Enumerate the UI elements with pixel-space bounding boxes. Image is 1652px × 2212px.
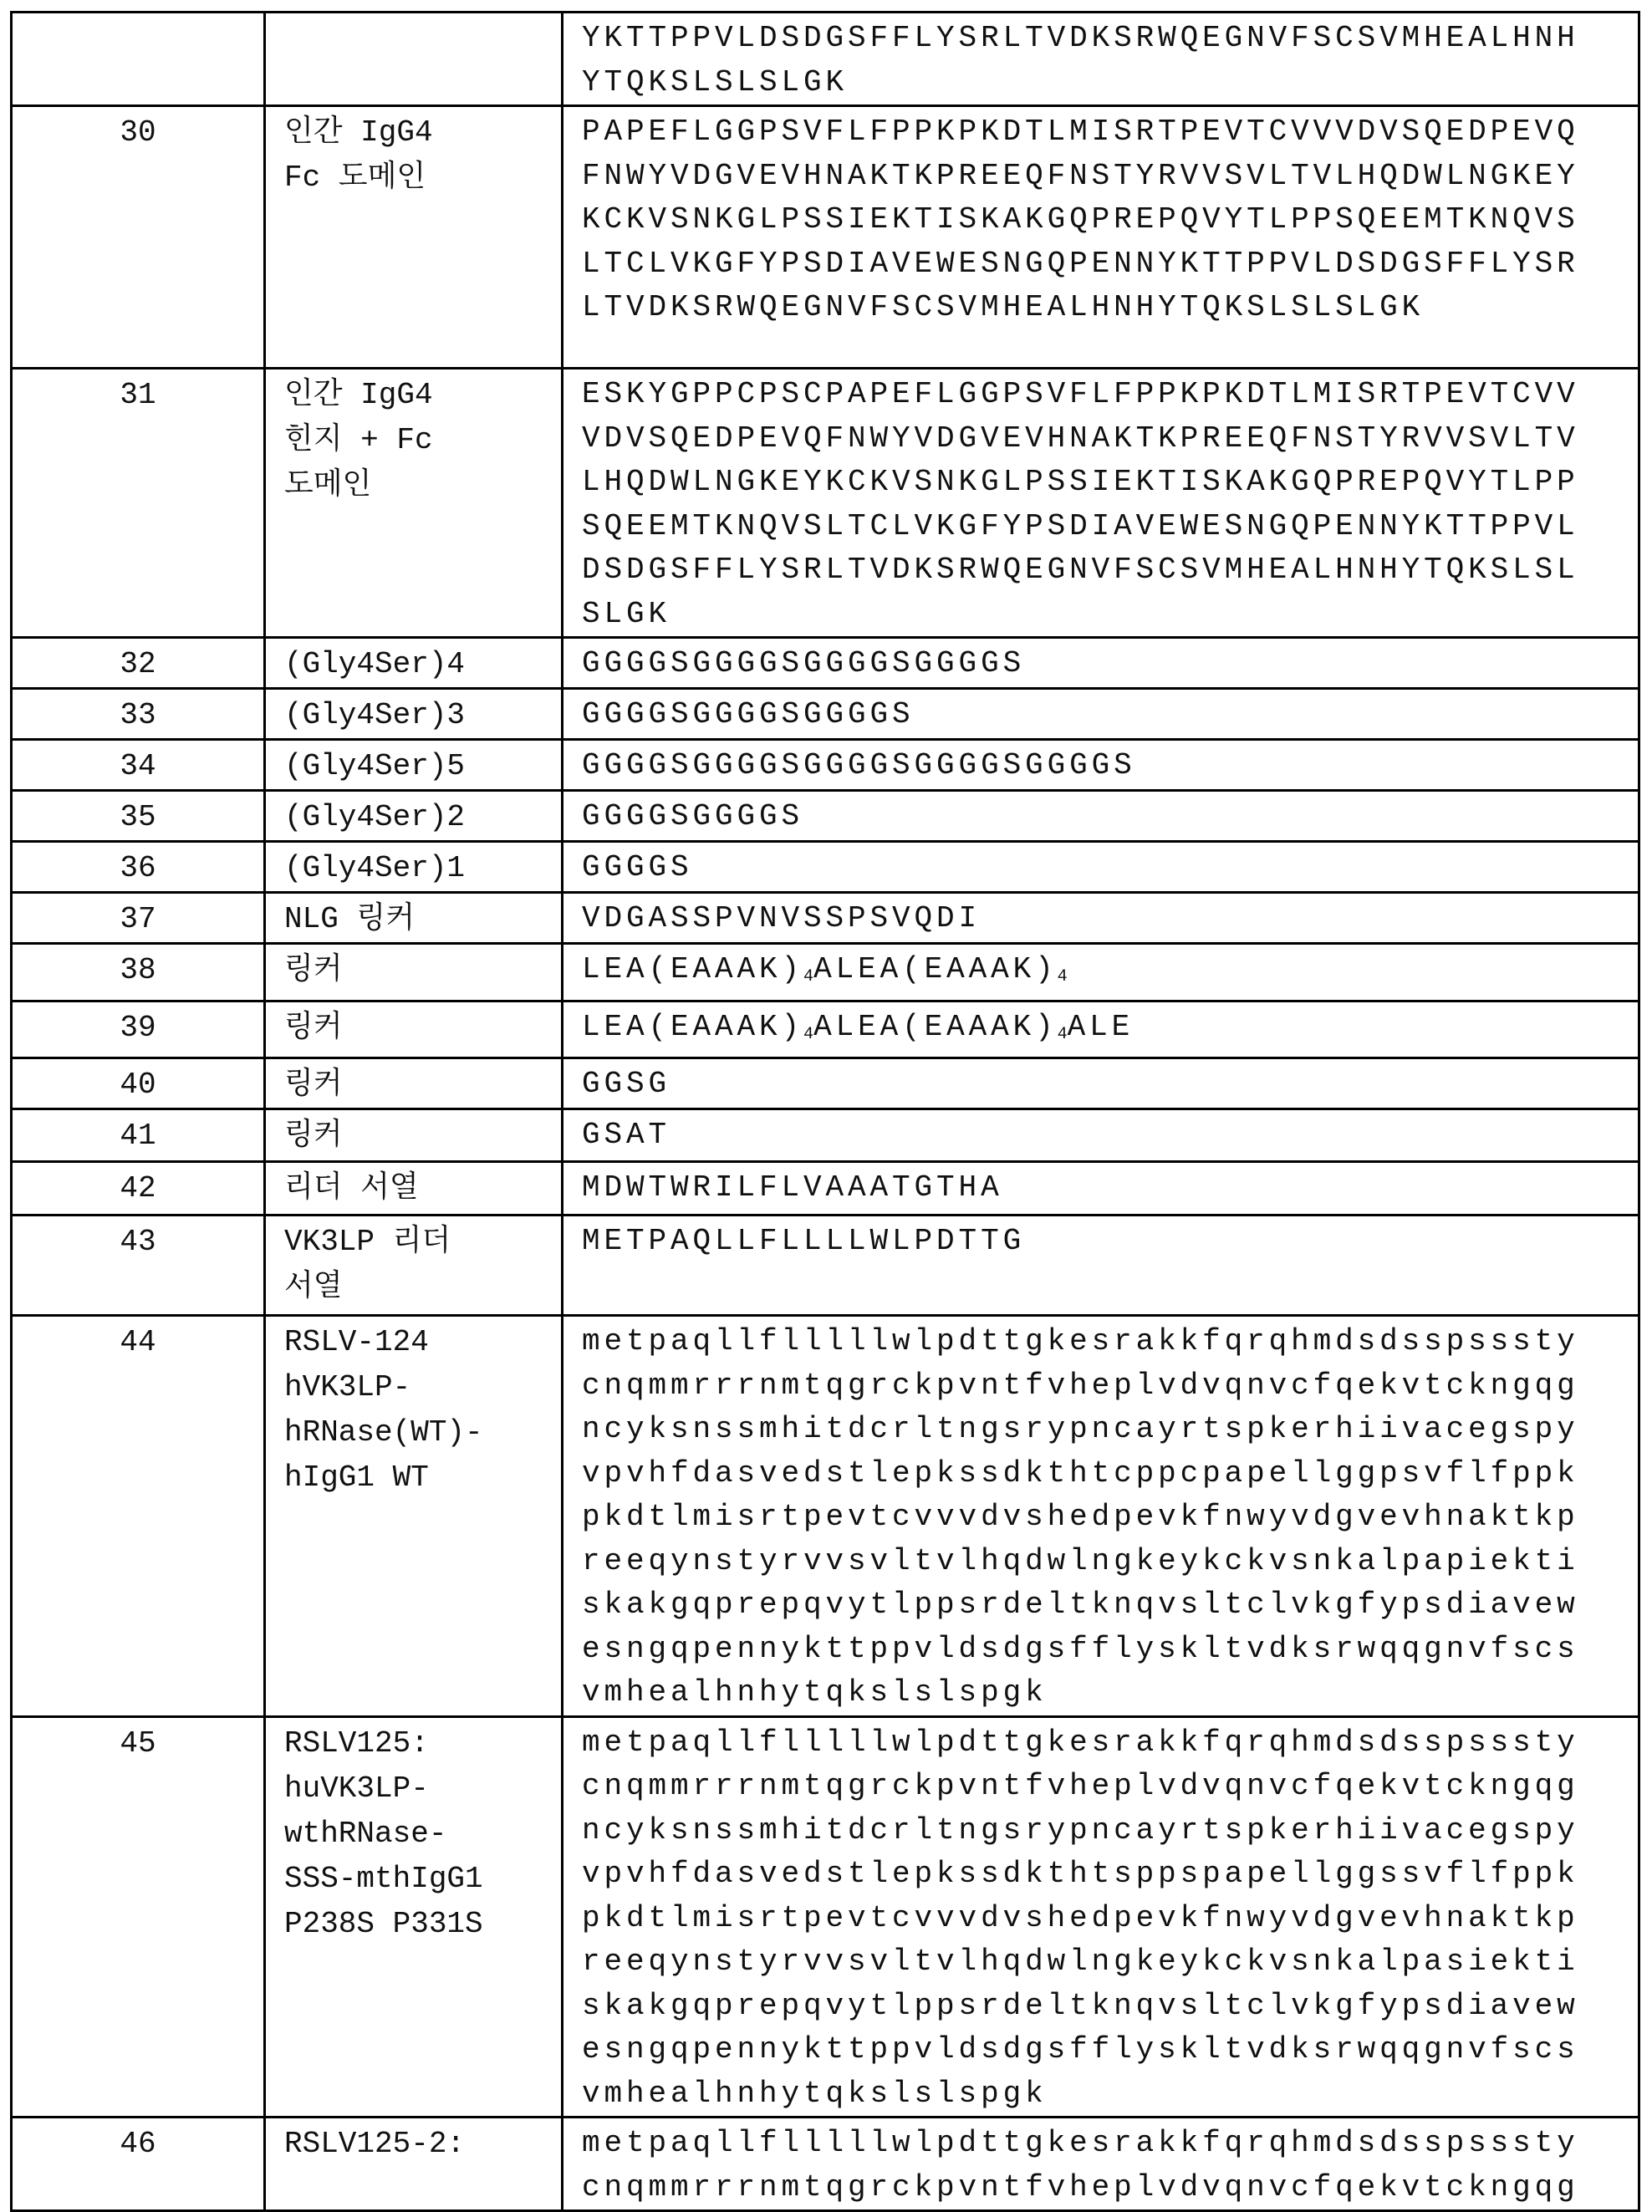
- table-row: [12, 842, 1639, 893]
- sequence-cell: [563, 1058, 1639, 1109]
- description-line: SSS-mthIgG1: [284, 1861, 483, 1896]
- sequence-description: [265, 791, 563, 842]
- sequence-line: esngqpennykttppvldsdgsfflyskltvdksrwqqgnvfscs: [582, 1631, 1579, 1666]
- sequence-line: vpvhfdasvedstlepkssdkthtcppcpapellggpsvflfppk: [582, 1455, 1579, 1491]
- seq-id-number: 33: [12, 689, 265, 740]
- table-row: [12, 1162, 1639, 1216]
- table-row: [12, 791, 1639, 842]
- table-row: [12, 13, 1639, 106]
- sequence-cell: [563, 2118, 1639, 2211]
- sequence-cell: [563, 791, 1639, 842]
- description-line: 서열: [284, 1270, 343, 1304]
- table-row: [12, 1109, 1639, 1162]
- repeat-count-subscript: 4: [803, 1024, 814, 1044]
- table-row: [12, 1058, 1639, 1109]
- sequence-line: metpaqllflllllwlpdttgkesrakkfqrqhmdsdsspsssty: [582, 1725, 1579, 1760]
- sequence-cell: [563, 1716, 1639, 2118]
- sequence-cell: [563, 1001, 1639, 1058]
- description-line: P238S P331S: [284, 1906, 483, 1941]
- seq-id-number: 36: [12, 842, 265, 893]
- sequence-line: reeqynstyrvvsvltvlhqdwlngkeykckvsnkalpapiekti: [582, 1543, 1579, 1578]
- description-line: (Gly4Ser)3: [284, 698, 466, 732]
- sequence-description: [265, 1162, 563, 1216]
- table-row: [12, 369, 1639, 638]
- sequence-line: GGGGSGGGGSGGGGSGGGGSGGGGS: [582, 748, 1136, 782]
- sequence-line: YTQKSLSLSLGK: [582, 64, 849, 99]
- sequence-line: ncyksnssmhitdcrltngsrypncayrtspkerhiivacegspy: [582, 1412, 1579, 1446]
- sequence-table-body: [12, 13, 1639, 2211]
- description-line: RSLV125:: [284, 1725, 429, 1761]
- sequence-line: PAPEFLGGPSVFLFPPKPKDTLMISRTPEVTCVVVDVSQEDPEVQ: [582, 115, 1579, 149]
- repeat-count-subscript: 4: [803, 967, 814, 986]
- sequence-description: [265, 1316, 563, 1717]
- sequence-line: GSAT: [582, 1118, 671, 1152]
- description-line: huVK3LP-: [284, 1771, 429, 1806]
- table-row: [12, 638, 1639, 689]
- description-line: 링커: [284, 1119, 343, 1153]
- sequence-line: metpaqllflllllwlpdttgkesrakkfqrqhmdsdsspsssty: [582, 2126, 1579, 2160]
- table-row: [12, 689, 1639, 740]
- seq-id-number: 41: [12, 1109, 265, 1162]
- table-row: [12, 740, 1639, 791]
- sequence-fragment: ALEA(EAAAK): [813, 952, 1058, 986]
- description-line: 링커: [284, 1068, 343, 1102]
- sequence-description: [265, 369, 563, 638]
- table-row: [12, 1716, 1639, 2118]
- sequence-line: METPAQLLFLLLLWLPDTTG: [582, 1224, 1026, 1258]
- sequence-line: YKTTPPVLDSDGSFFLYSRLTVDKSRWQEGNVFSCSVMHEALHNH: [582, 21, 1579, 55]
- sequence-cell: [563, 13, 1639, 106]
- description-line: VK3LP 리더: [284, 1225, 451, 1259]
- sequence-description: [265, 13, 563, 106]
- sequence-line: cnqmmrrrnmtqgrckpvntfvheplvdvqnvcfqekvtckngqg: [582, 1769, 1579, 1803]
- sequence-cell: [563, 369, 1639, 638]
- sequence-table: [10, 11, 1640, 2212]
- sequence-line: pkdtlmisrtpevtcvvvdvshedpevkfnwyvdgvevhnaktkp: [582, 1500, 1579, 1534]
- sequence-cell: [563, 1216, 1639, 1316]
- sequence-line: metpaqllflllllwlpdttgkesrakkfqrqhmdsdsspsssty: [582, 1324, 1579, 1358]
- table-row: [12, 944, 1639, 1002]
- sequence-fragment: ALE: [1067, 1009, 1134, 1044]
- description-line: NLG 링커: [284, 902, 415, 936]
- sequence-cell: [563, 689, 1639, 740]
- sequence-line: vmhealhnhytqkslslspgk: [582, 1675, 1048, 1710]
- seq-id-number: 45: [12, 1716, 265, 2118]
- sequence-line: ESKYGPPCPSCPAPEFLGGPSVFLFPPKPKDTLMISRTPEVTCVV: [582, 377, 1579, 411]
- sequence-line: skakgqprepqvytlppsrdeltknqvsltclvkgfypsdiavew: [582, 1988, 1579, 2023]
- sequence-line: GGSG: [582, 1067, 671, 1101]
- sequence-description: [265, 944, 563, 1002]
- seq-id-number: 30: [12, 106, 265, 369]
- table-row: [12, 1001, 1639, 1058]
- description-line: 힌지 + Fc: [284, 423, 433, 457]
- description-line: RSLV125-2:: [284, 2127, 466, 2161]
- sequence-line: esngqpennykttppvldsdgsfflyskltvdksrwqqgnvfscs: [582, 2032, 1579, 2067]
- sequence-line: ncyksnssmhitdcrltngsrypncayrtspkerhiivacegspy: [582, 1812, 1579, 1848]
- sequence-line: LTVDKSRWQEGNVFSCSVMHEALHNHYTQKSLSLSLGK: [582, 290, 1425, 324]
- description-line: (Gly4Ser)4: [284, 647, 466, 681]
- sequence-description: [265, 842, 563, 893]
- sequence-line: [582, 948, 1638, 1000]
- description-line: 링커: [284, 1010, 343, 1045]
- repeat-count-subscript: 4: [1057, 1024, 1068, 1044]
- sequence-cell: [563, 740, 1639, 791]
- description-line: hRNase(WT)-: [284, 1415, 483, 1450]
- sequence-line: KCKVSNKGLPSSIEKTISKAKGQPREPQVYTLPPSQEEMTKNQVS: [582, 202, 1579, 237]
- sequence-description: [265, 1058, 563, 1109]
- description-line: 인간 IgG4: [284, 115, 433, 150]
- sequence-line: skakgqprepqvytlppsrdeltknqvsltclvkgfypsdiavew: [582, 1588, 1579, 1622]
- seq-id-number: 31: [12, 369, 265, 638]
- seq-id-number: 46: [12, 2118, 265, 2211]
- sequence-cell: [563, 893, 1639, 944]
- sequence-line: pkdtlmisrtpevtcvvvdvshedpevkfnwyvdgvevhnaktkp: [582, 1900, 1579, 1935]
- sequence-line: SQEEMTKNQVSLTCLVKGFYPSDIAVEWESNGQPENNYKTTPPVL: [582, 508, 1579, 543]
- description-line: hIgG1 WT: [284, 1460, 429, 1495]
- description-line: RSLV-124: [284, 1325, 429, 1359]
- sequence-cell: [563, 638, 1639, 689]
- sequence-line: vpvhfdasvedstlepkssdkthtsppspapellggssvflfppk: [582, 1857, 1579, 1891]
- description-line: 링커: [284, 953, 343, 987]
- description-line: wthRNase-: [284, 1816, 447, 1851]
- sequence-line: reeqynstyrvvsvltvlhqdwlngkeykckvsnkalpasiekti: [582, 1944, 1579, 1979]
- seq-id-number: 42: [12, 1162, 265, 1216]
- sequence-line: cnqmmrrrnmtqgrckpvntfvheplvdvqnvcfqekvtckngqg: [582, 2169, 1579, 2204]
- description-line: hVK3LP-: [284, 1370, 411, 1404]
- seq-id-number: 34: [12, 740, 265, 791]
- seq-id-number: [12, 13, 265, 106]
- sequence-description: [265, 1109, 563, 1162]
- sequence-description: [265, 2118, 563, 2211]
- sequence-line: [582, 1006, 1638, 1058]
- seq-id-number: 43: [12, 1216, 265, 1316]
- sequence-line: GGGGS: [582, 850, 693, 884]
- sequence-cell: [563, 842, 1639, 893]
- description-line: (Gly4Ser)1: [284, 851, 466, 885]
- sequence-line: LTCLVKGFYPSDIAVEWESNGQPENNYKTTPPVLDSDGSFFLYSR: [582, 246, 1579, 281]
- sequence-line: VDVSQEDPEVQFNWYVDGVEVHNAKTKPREEQFNSTYRVVSVLTV: [582, 420, 1579, 456]
- sequence-description: [265, 893, 563, 944]
- sequence-cell: [563, 106, 1639, 369]
- sequence-description: [265, 638, 563, 689]
- sequence-cell: [563, 1316, 1639, 1717]
- sequence-cell: [563, 1162, 1639, 1216]
- sequence-line: FNWYVDGVEVHNAKTKPREEQFNSTYRVVSVLTVLHQDWLNGKEY: [582, 158, 1579, 193]
- sequence-description: [265, 1001, 563, 1058]
- sequence-line: cnqmmrrrnmtqgrckpvntfvheplvdvqnvcfqekvtckngqg: [582, 1368, 1579, 1403]
- table-row: [12, 893, 1639, 944]
- sequence-line: GGGGSGGGGSGGGGS: [582, 697, 915, 731]
- seq-id-number: 38: [12, 944, 265, 1002]
- description-line: Fc 도메인: [284, 161, 426, 195]
- sequence-line: GGGGSGGGGSGGGGSGGGGS: [582, 646, 1026, 680]
- description-line: 리더 서열: [284, 1171, 419, 1205]
- sequence-cell: [563, 1109, 1639, 1162]
- sequence-line: SLGK: [582, 596, 671, 631]
- seq-id-number: 44: [12, 1316, 265, 1717]
- seq-id-number: 39: [12, 1001, 265, 1058]
- seq-id-number: 40: [12, 1058, 265, 1109]
- sequence-line: MDWTWRILFLVAAATGTHA: [582, 1170, 1003, 1205]
- sequence-line: vmhealhnhytqkslslspgk: [582, 2076, 1048, 2111]
- description-line: (Gly4Ser)5: [284, 749, 466, 783]
- repeat-count-subscript: 4: [1057, 967, 1068, 986]
- sequence-fragment: LEA(EAAAK): [582, 952, 804, 986]
- sequence-fragment: ALEA(EAAAK): [813, 1009, 1058, 1044]
- seq-id-number: 35: [12, 791, 265, 842]
- description-line: (Gly4Ser)2: [284, 800, 466, 834]
- sequence-description: [265, 1716, 563, 2118]
- sequence-fragment: LEA(EAAAK): [582, 1009, 804, 1044]
- sequence-cell: [563, 944, 1639, 1002]
- sequence-line: VDGASSPVNVSSPSVQDI: [582, 901, 982, 935]
- description-line: 인간 IgG4: [284, 378, 433, 412]
- table-row: [12, 106, 1639, 369]
- table-row: [12, 1216, 1639, 1316]
- sequence-description: [265, 689, 563, 740]
- description-line: 도메인: [284, 468, 372, 502]
- seq-id-number: 37: [12, 893, 265, 944]
- sequence-description: [265, 1216, 563, 1316]
- sequence-description: [265, 740, 563, 791]
- sequence-line: LHQDWLNGKEYKCKVSNKGLPSSIEKTISKAKGQPREPQVYTLPP: [582, 465, 1579, 499]
- sequence-description: [265, 106, 563, 369]
- table-row: [12, 2118, 1639, 2211]
- seq-id-number: 32: [12, 638, 265, 689]
- table-row: [12, 1316, 1639, 1717]
- sequence-line: GGGGSGGGGS: [582, 799, 804, 833]
- sequence-line: DSDGSFFLYSRLTVDKSRWQEGNVFSCSVMHEALHNHYTQKSLSL: [582, 553, 1579, 587]
